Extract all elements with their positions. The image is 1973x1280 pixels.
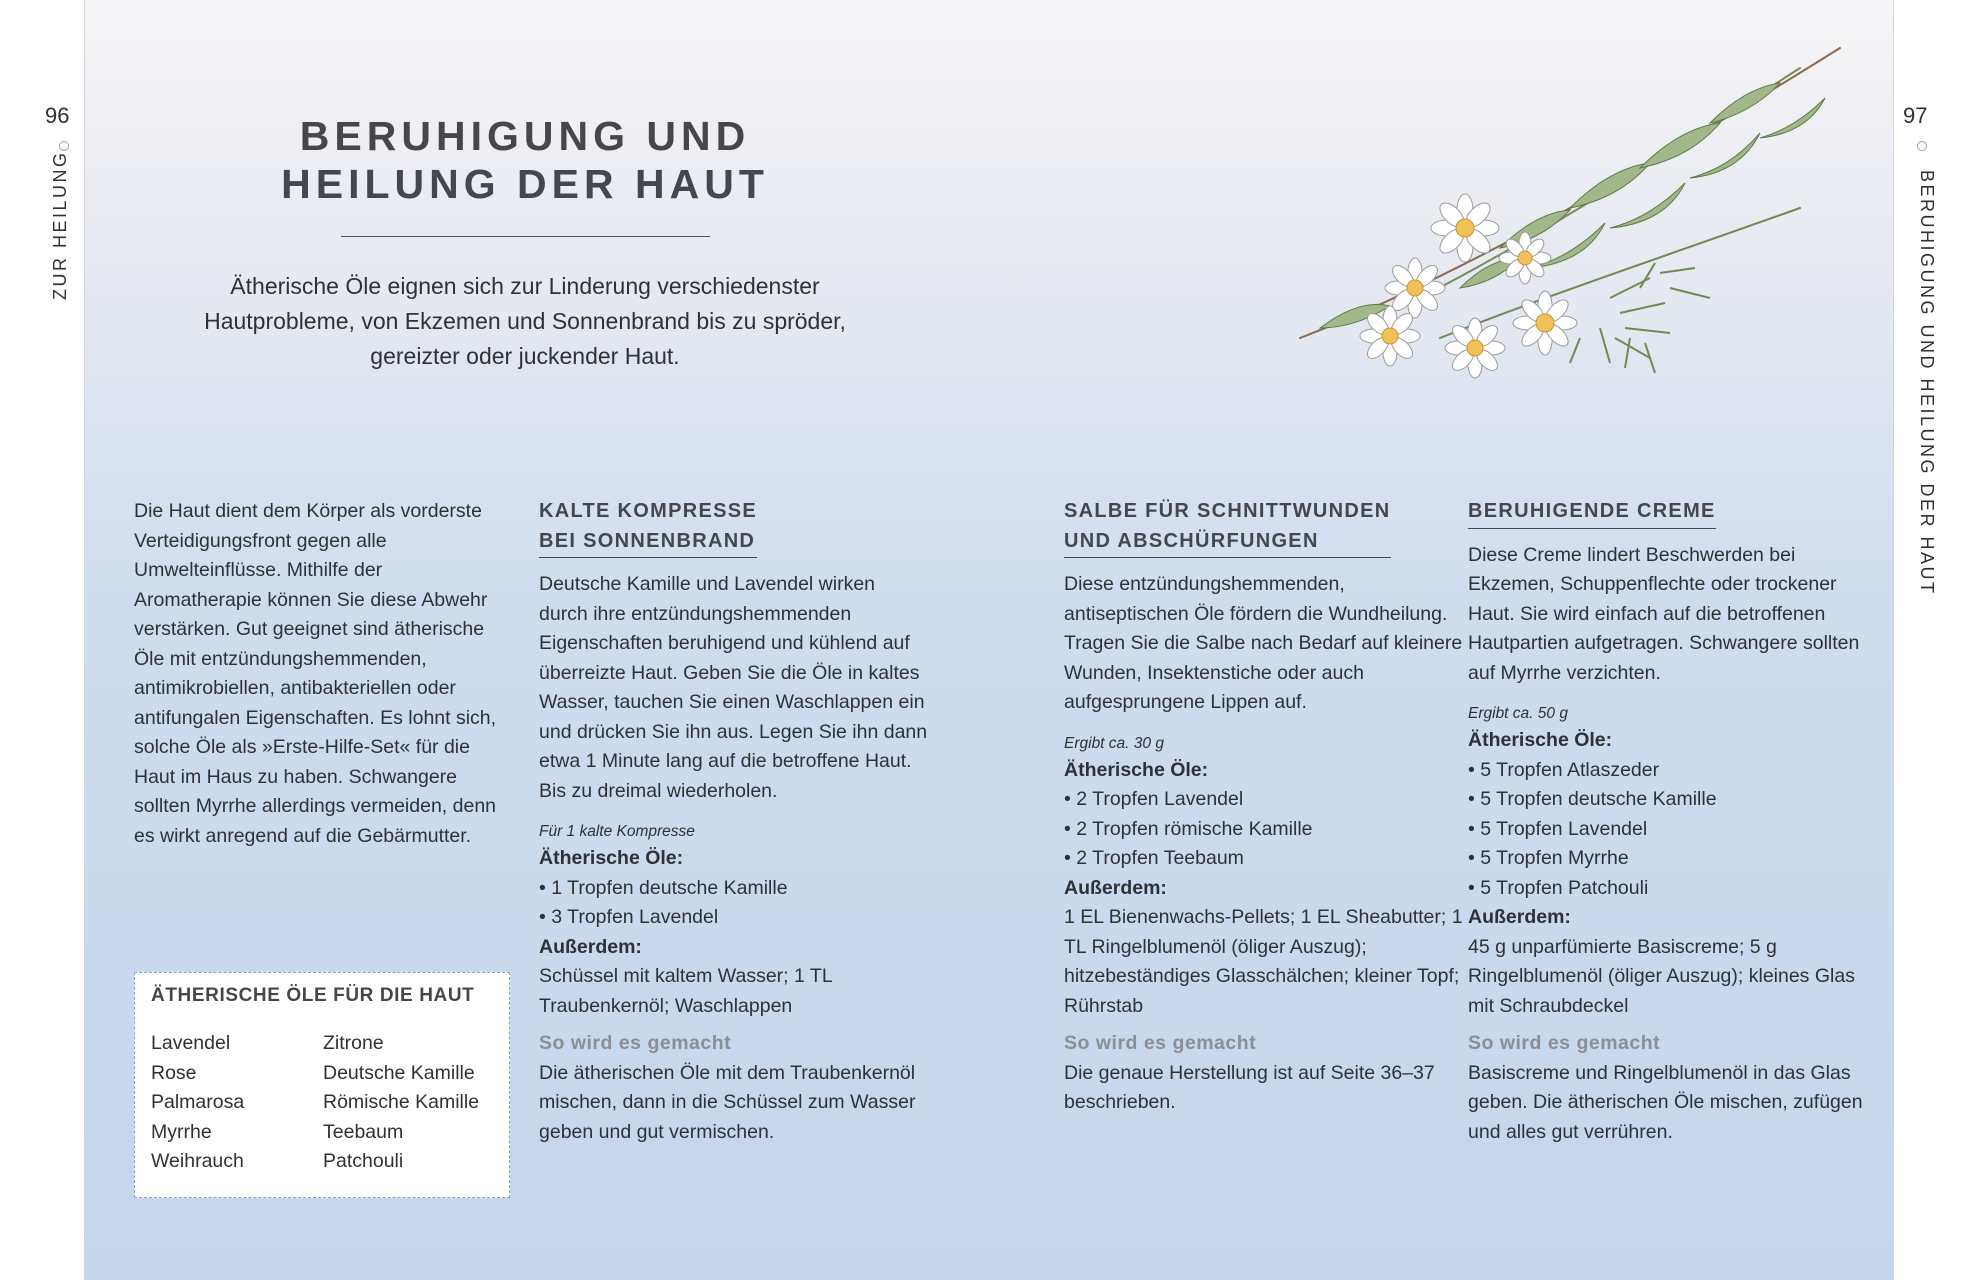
list-item: • 5 Tropfen Myrrhe — [1468, 844, 1868, 874]
chamomile-illustration — [1280, 38, 1860, 458]
recipe-heading-line: UND ABSCHÜRFUNGEN — [1064, 529, 1319, 552]
oils-list — [1064, 785, 1464, 874]
list-item: • 2 Tropfen Lavendel — [1064, 785, 1464, 815]
recipe-cold-compress — [539, 497, 929, 1147]
oil-item: Deutsche Kamille — [323, 1061, 475, 1084]
oil-item: Römische Kamille — [323, 1091, 480, 1113]
oil-item: Weihrauch — [151, 1150, 244, 1172]
title-line-2: HEILUNG DER HAUT — [281, 161, 769, 207]
running-head-right: BERUHIGUNG UND HEILUNG DER HAUT — [1917, 170, 1937, 596]
list-item: • 1 Tropfen deutsche Kamille — [539, 874, 929, 904]
info-box-col-2 — [323, 1029, 479, 1177]
oil-item: Lavendel — [151, 1032, 231, 1054]
extra-label: Außerdem: — [1064, 876, 1167, 899]
list-item: • 2 Tropfen Teebaum — [1064, 844, 1464, 874]
recipe-soothing-cream — [1468, 497, 1868, 1147]
oil-item: Myrrhe — [151, 1120, 212, 1143]
intro-text: Ätherische Öle eignen sich zur Linderung verschiedenster Hautprobleme, von Ekzemen und Sonnenbrand bis zu spröder, gereizter oder juckender Haut. — [204, 273, 846, 369]
extra-label: Außerdem: — [539, 935, 642, 958]
list-item: • 2 Tropfen römische Kamille — [1064, 815, 1464, 845]
oils-list — [539, 874, 929, 933]
recipe-intro: Deutsche Kamille und Lavendel wirken durch ihre entzündungshemmenden Eigenschaften beruhigend und kühlend auf überreizte Haut. Geben Sie die Öle in kaltes Wasser, tauchen Sie einen Waschlappen ein und drücken Sie ihn aus. Legen Sie ihn dann etwa 1 Minute lang auf die betroffene Haut. Bis zu dreimal wiederholen. — [539, 573, 928, 802]
recipe-heading-line: KALTE KOMPRESSE — [539, 500, 758, 522]
recipe-heading-line: SALBE FÜR SCHNITTWUNDEN — [1064, 500, 1391, 522]
method-label: So wird es gemacht — [1064, 1032, 1257, 1054]
list-item: • 5 Tropfen Patchouli — [1468, 874, 1868, 904]
recipe-heading-line: BERUHIGENDE CREME — [1468, 500, 1716, 522]
title-line-1: BERUHIGUNG UND — [299, 113, 751, 159]
method-text: Die ätherischen Öle mit dem Traubenkernöl mischen, dann in die Schüssel zum Wasser geben und gut vermischen. — [539, 1061, 916, 1143]
list-item: • 5 Tropfen Lavendel — [1468, 815, 1868, 845]
method-label: So wird es gemacht — [539, 1032, 732, 1054]
method-label: So wird es gemacht — [1468, 1032, 1661, 1054]
oils-label: Ätherische Öle: — [1468, 729, 1613, 751]
oil-item: Rose — [151, 1061, 197, 1084]
oils-info-box — [134, 972, 510, 1198]
running-head-left: ZUR HEILUNG — [50, 150, 70, 300]
page-title — [240, 112, 810, 208]
recipe-yield: Ergibt ca. 50 g — [1468, 705, 1568, 722]
info-box-col-1 — [151, 1029, 244, 1177]
oil-item: Teebaum — [323, 1120, 404, 1143]
extra-text: 45 g unparfümierte Basiscreme; 5 g Ringelblumenöl (öliger Auszug); kleines Glas mit Schraubdeckel — [1468, 935, 1855, 1017]
page-number-left: 96 — [45, 103, 70, 128]
list-item: • 5 Tropfen Atlaszeder — [1468, 756, 1868, 786]
method-text: Basiscreme und Ringelblumenöl in das Glas geben. Die ätherischen Öle mischen, zufügen und alles gut verrühren. — [1468, 1061, 1863, 1143]
recipe-heading-line: BEI SONNENBRAND — [539, 529, 756, 552]
recipe-heading — [1468, 497, 1716, 529]
recipe-intro: Diese entzündungshemmenden, antiseptischen Öle fördern die Wundheilung. Tragen Sie die Salbe nach Bedarf auf kleinere Wunden, Insektenstiche oder auch aufgesprungene Lippen auf. — [1064, 573, 1463, 713]
oils-label: Ätherische Öle: — [1064, 758, 1209, 781]
list-item: • 5 Tropfen deutsche Kamille — [1468, 785, 1868, 815]
list-item: • 3 Tropfen Lavendel — [539, 903, 929, 933]
title-divider — [341, 236, 710, 237]
recipe-yield: Ergibt ca. 30 g — [1064, 734, 1164, 752]
circle-marker-icon — [1917, 141, 1927, 151]
intro-column — [134, 497, 514, 851]
extra-label: Außerdem: — [1468, 906, 1571, 928]
oils-label: Ätherische Öle: — [539, 847, 684, 869]
recipe-salve — [1064, 497, 1464, 1118]
recipe-heading — [1064, 497, 1391, 558]
oil-item: Patchouli — [323, 1150, 404, 1172]
oils-list — [1468, 756, 1868, 904]
body-text: Die Haut dient dem Körper als vorderste Verteidigungsfront gegen alle Umwelteinflüsse. Mithilfe der Aromatherapie können Sie diese Abwehr verstärken. Gut geeignet sind ätherische Öle mit entzündungshemmenden, antimikrobiellen, antibakteriellen oder antifungalen Eigenschaften. Es lohnt sich, solche Öle als »Erste-Hilfe-Set« für die Haut im Haus zu haben. Schwangere sollten Myrrhe allerdings vermeiden, denn es wirkt anregend auf die Gebärmutter. — [134, 500, 497, 847]
method-text: Die genaue Herstellung ist auf Seite 36–37 beschrieben. — [1064, 1061, 1435, 1113]
recipe-yield: Für 1 kalte Kompresse — [539, 823, 695, 840]
oil-item: Palmarosa — [151, 1091, 245, 1113]
page-number-right: 97 — [1903, 103, 1928, 128]
recipe-heading — [539, 497, 757, 558]
extra-text: 1 EL Bienenwachs-Pellets; 1 EL Sheabutter; 1 TL Ringelblumenöl (öliger Auszug); hitzebeständiges Glasschälchen; kleiner Topf; Rührstab — [1064, 906, 1463, 1017]
extra-text: Schüssel mit kaltem Wasser; 1 TL Traubenkernöl; Waschlappen — [539, 965, 832, 1017]
recipe-intro: Diese Creme lindert Beschwerden bei Ekzemen, Schuppenflechte oder trockener Haut. Sie wird einfach auf die betroffenen Hautpartien aufgetragen. Schwangere sollten auf Myrrhe verzichten. — [1468, 543, 1860, 684]
info-box-title: ÄTHERISCHE ÖLE FÜR DIE HAUT — [151, 985, 475, 1006]
oil-item: Zitrone — [323, 1032, 384, 1054]
